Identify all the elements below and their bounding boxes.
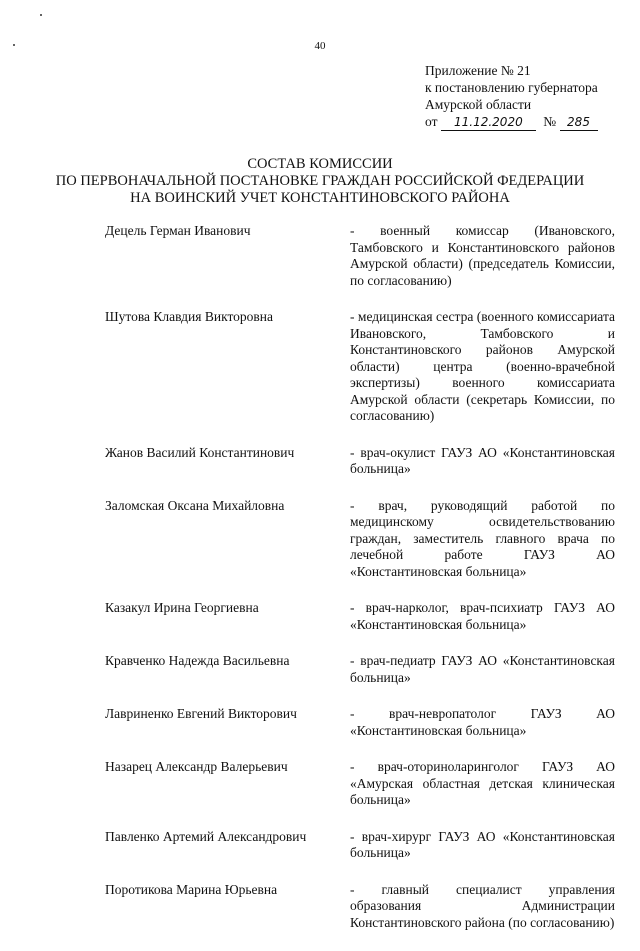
member-row [100, 829, 620, 862]
title-line: СОСТАВ КОМИССИИ [247, 156, 393, 172]
member-name: Павленко Артемий Александрович [105, 828, 307, 844]
member-role: - врач-нарколог, врач-психиатр ГАУЗ АО «Константиновская больница» [350, 600, 615, 632]
member-name: Кравченко Надежда Васильевна [105, 653, 290, 668]
member-name: Назарец Александр Валерьевич [105, 759, 288, 774]
appendix-number: Приложение № 21 [425, 63, 531, 78]
member-row [100, 600, 620, 633]
member-name: Лавриненко Евгений Викторович [105, 706, 297, 721]
appendix-decree-ref: к постановлению губернатора [425, 80, 598, 95]
member-row [100, 882, 620, 932]
member-row [100, 706, 620, 739]
from-label: от [425, 114, 438, 129]
member-name: Шутова Клавдия Викторовна [105, 309, 274, 324]
appendix-region: Амурской области [425, 97, 532, 112]
member-name: Децель Герман Иванович [105, 223, 251, 238]
member-row [100, 223, 620, 289]
scan-speck [40, 14, 42, 16]
title-line: НА ВОИНСКИЙ УЧЕТ КОНСТАНТИНОВСКОГО РАЙОНА [130, 190, 510, 206]
member-role: - врач-невропатолог ГАУЗ АО «Константиновская больница» [350, 706, 615, 738]
appendix-block [425, 62, 598, 131]
member-row [100, 759, 620, 809]
member-role: - медицинская сестра (военного комиссариата Ивановского, Тамбовского и Константиновского районов Амурской области) центра (военно-врачебной экспертизы) военного комиссариата Амурской области (секретарь Комиссии, по согласованию) [350, 309, 615, 423]
number-label: № [543, 114, 557, 129]
member-row [100, 498, 620, 581]
title-line: ПО ПЕРВОНАЧАЛЬНОЙ ПОСТАНОВКЕ ГРАЖДАН РОССИЙСКОЙ ФЕДЕРАЦИИ [55, 173, 585, 189]
document-title [0, 156, 640, 207]
member-name: Заломская Оксана Михайловна [105, 497, 285, 513]
member-row [100, 653, 620, 686]
member-name: Казакул Ирина Георгиевна [105, 600, 259, 615]
member-row [100, 309, 620, 425]
handwritten-number: 285 [560, 115, 598, 131]
members-list [100, 223, 620, 951]
member-role: - врач-окулист ГАУЗ АО «Константиновская больница» [350, 444, 615, 476]
member-role: - главный специалист управления образования Администрации Константиновского района (по согласованию) [350, 881, 615, 930]
handwritten-date: 11.12.2020 [441, 115, 536, 131]
appendix-date-line [425, 113, 598, 131]
member-role: - врач-педиатр ГАУЗ АО «Константиновская больница» [350, 653, 615, 685]
page-number: 40 [314, 40, 326, 52]
member-role: - врач-хирург ГАУЗ АО «Константиновская больница» [350, 828, 615, 860]
member-name: Жанов Василий Константинович [105, 444, 295, 460]
member-row [100, 445, 620, 478]
member-role: - врач, руководящий работой по медицинскому освидетельствованию граждан, заместитель главного врача по лечебной работе ГАУЗ АО «Константиновская больница» [350, 497, 615, 579]
member-role: - врач-оториноларинголог ГАУЗ АО «Амурская областная детская клиническая больница» [350, 759, 615, 807]
member-role: - военный комиссар (Ивановского, Тамбовского и Константиновского районов Амурской области) (председатель Комиссии, по согласованию) [350, 223, 615, 288]
member-name: Поротикова Марина Юрьевна [105, 881, 278, 897]
